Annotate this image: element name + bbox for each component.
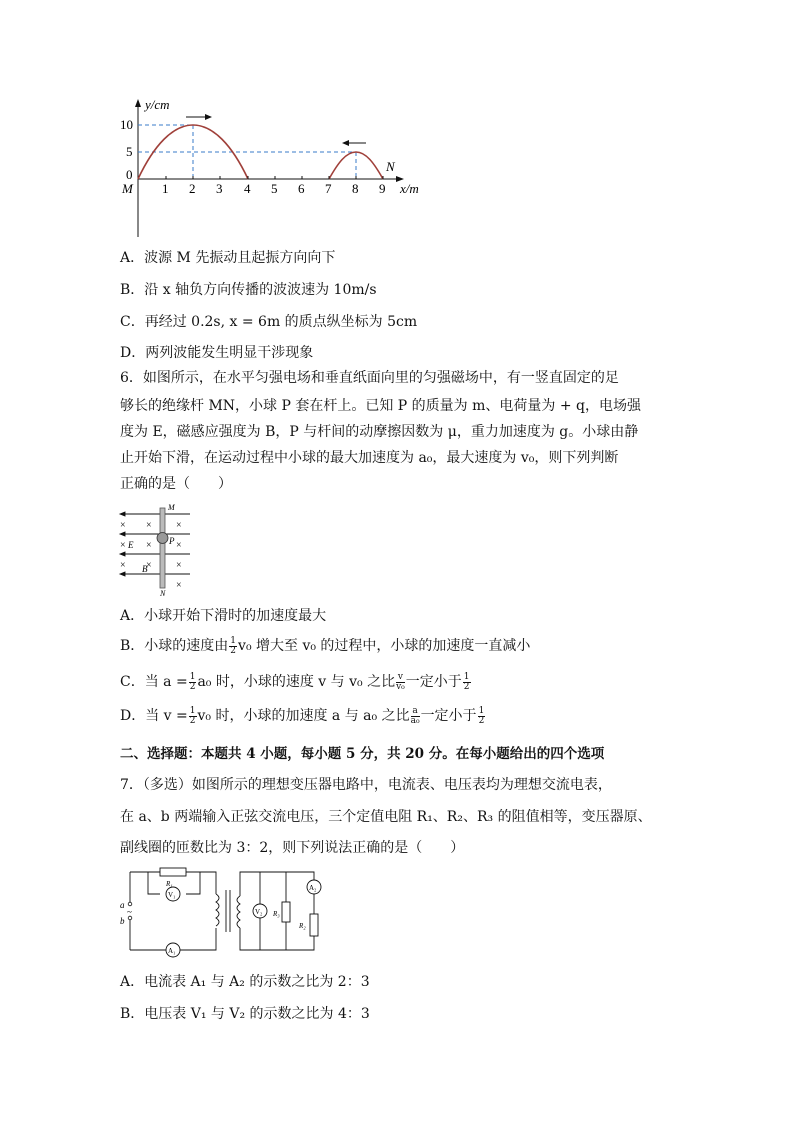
q7-option-b[interactable]: B．电压表 V₁ 与 V₂ 的示数之比为 4：3: [120, 1006, 370, 1022]
q6-c-mid: a₀ 时，小球的速度 v 与 v₀ 之比: [197, 674, 396, 690]
frac-half: $\frac{1}{2}$: [463, 671, 470, 692]
q6-b-pre: B．小球的速度由: [120, 638, 229, 654]
q6-b-mid: v₀ 增大至 v₀ 的过程中，小球的加速度一直减小: [238, 638, 531, 654]
frac-half: $\frac{1}{2}$: [189, 705, 196, 726]
frac-a-ratio: $\frac{a}{\text{a₀}}$: [410, 705, 420, 726]
q5-option-d[interactable]: D．两列波能发生明显干涉现象: [120, 345, 314, 361]
q6-c-post: 一定小于: [405, 674, 462, 690]
label-v2: V₂: [255, 908, 263, 916]
label-r3: R₃: [273, 910, 280, 918]
q6-stem-line3: 度为 E，磁感应强度为 B，P 与杆间的动摩擦因数为 μ，重力加速度为 g。小球由静: [120, 424, 639, 440]
fig-label-n: N: [160, 589, 166, 597]
q7-option-a[interactable]: A．电流表 A₁ 与 A₂ 的示数之比为 2：3: [120, 974, 370, 990]
q6-d-mid: v₀ 时，小球的加速度 a 与 a₀ 之比: [197, 708, 410, 724]
q6-stem-line1: 6．如图所示，在水平匀强电场和垂直纸面向里的匀强磁场中，有一竖直固定的足: [120, 370, 619, 386]
y-axis-label: y/cm: [145, 97, 170, 112]
x-tick-6: 6: [298, 181, 305, 196]
svg-text:×: ×: [176, 540, 182, 551]
x-tick-7: 7: [325, 181, 332, 196]
q5-option-a[interactable]: A．波源 M 先振动且起振方向向下: [120, 250, 336, 266]
y-tick-5: 5: [126, 144, 133, 159]
label-v1: V₁: [168, 891, 176, 899]
svg-text:×: ×: [146, 540, 152, 551]
arrow-left-head: [342, 140, 349, 146]
b-field-crosses: [120, 520, 182, 591]
x-tick-3: 3: [216, 181, 223, 196]
q6-d-pre: D．当 v =: [120, 708, 188, 724]
q6-option-c[interactable]: [120, 672, 472, 692]
q6-stem-line2: 够长的绝缘杆 MN，小球 P 套在杆上。已知 P 的质量为 m、电荷量为 + q，电场强: [120, 398, 641, 414]
label-a1: A₁: [168, 947, 176, 955]
svg-text:×: ×: [176, 560, 182, 571]
wave-figure: [110, 95, 440, 240]
y-axis-arrow: [135, 99, 141, 107]
svg-text:×: ×: [120, 520, 126, 531]
q7-circuit-figure: [118, 866, 328, 958]
label-r1: R₁: [166, 880, 173, 888]
q6-option-b[interactable]: [120, 636, 530, 656]
svg-text:×: ×: [120, 560, 126, 571]
label-r2: R₂: [299, 922, 306, 930]
arrow-right-head: [205, 114, 212, 120]
label-a: a: [120, 900, 125, 910]
x-axis-label: x/m: [400, 181, 419, 196]
frac-v-ratio: $\frac{v}{\text{v₀}}$: [396, 671, 405, 692]
q6-option-a[interactable]: A．小球开始下滑时的加速度最大: [120, 608, 327, 624]
y-tick-10: 10: [120, 117, 133, 132]
y-tick-0: 0: [126, 167, 133, 182]
frac-half: $\frac{1}{2}$: [230, 635, 237, 656]
label-N: N: [386, 159, 395, 174]
q6-stem-line4: 止开始下滑，在运动过程中小球的最大加速度为 a₀，最大速度为 v₀，则下列判断: [120, 450, 619, 466]
r3-resistor: [282, 902, 290, 922]
section2-heading: 二、选择题：本题共 4 小题，每小题 5 分，共 20 分。在每小题给出的四个选项: [120, 746, 605, 762]
rod-mn: [160, 508, 165, 588]
q6-option-d[interactable]: [120, 706, 486, 726]
q6-d-post: 一定小于: [420, 708, 477, 724]
x-tick-5: 5: [271, 181, 278, 196]
ball-p: [157, 533, 168, 544]
primary-coil: [216, 894, 219, 926]
label-a2: A₂: [309, 884, 317, 892]
svg-text:×: ×: [146, 520, 152, 531]
x-tick-4: 4: [244, 181, 251, 196]
x-tick-9: 9: [379, 181, 386, 196]
q7-stem-line1: 7．（多选）如图所示的理想变压器电路中，电流表、电压表均为理想交流电表，: [120, 777, 612, 793]
frac-half: $\frac{1}{2}$: [478, 705, 485, 726]
q5-option-c[interactable]: C．再经过 0.2s, x = 6m 的质点纵坐标为 5cm: [120, 314, 418, 330]
q7-stem-line2: 在 a、b 两端输入正弦交流电压，三个定值电阻 R₁、R₂、R₃ 的阻值相等，变压器原、: [120, 809, 652, 825]
fig-label-e: E: [128, 540, 134, 550]
fig-label-p: P: [169, 536, 175, 546]
q6-stem-line5: 正确的是（ ）: [120, 476, 232, 492]
r2-resistor: [310, 914, 318, 936]
secondary-coil: [237, 896, 240, 928]
label-b: b: [120, 916, 125, 926]
svg-text:×: ×: [176, 520, 182, 531]
svg-text:×: ×: [176, 580, 182, 591]
fig-label-b: B: [142, 564, 148, 574]
svg-text:×: ×: [120, 540, 126, 551]
x-tick-2: 2: [189, 181, 196, 196]
fig-label-m: M: [168, 503, 175, 512]
q5-option-b[interactable]: B．沿 x 轴负方向传播的波波速为 10m/s: [120, 282, 377, 298]
label-M: M: [122, 181, 133, 196]
x-tick-8: 8: [352, 181, 359, 196]
r1-resistor: [160, 868, 186, 876]
frac-half: $\frac{1}{2}$: [189, 671, 196, 692]
q7-stem-line3: 副线圈的匝数比为 3：2，则下列说法正确的是（ ）: [120, 840, 465, 856]
svg-text:×: ×: [146, 560, 152, 571]
x-tick-1: 1: [162, 181, 169, 196]
q6-c-pre: C．当 a =: [120, 674, 188, 690]
q6-figure: [118, 502, 198, 597]
label-tilde: ~: [127, 907, 132, 917]
